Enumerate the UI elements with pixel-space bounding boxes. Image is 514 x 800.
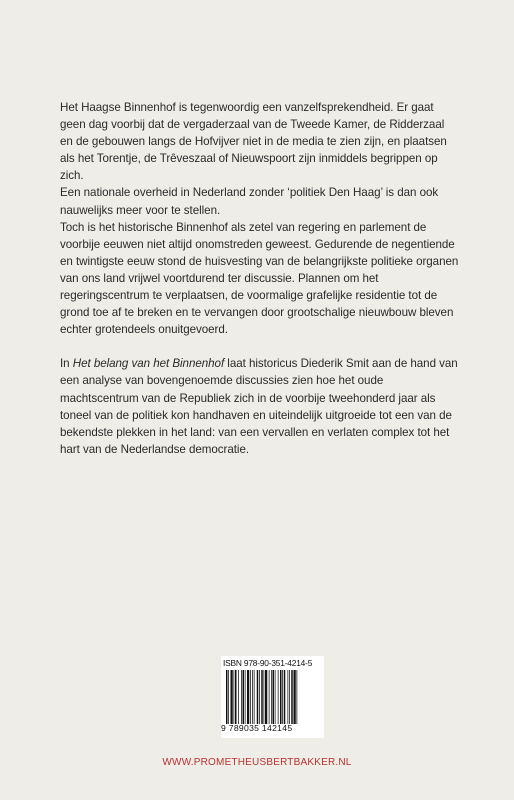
blurb-p4-rest: laat historicus Diederik Smit aan de hand van een analyse van bovengenoemde discussies zien hoe het oude machtscentrum van de Republiek zich in de voorbije tweehonderd jaar als toneel van de politiek kon handhaven en uiteindelijk uitgroeide tot een van de bekendste plekken in het land: van een vervallen en verlaten complex tot het hart van de Nederlandse democratie. <box>60 357 458 456</box>
isbn-label: ISBN 978-90-351-4214-5 <box>223 658 313 668</box>
barcode-bars-icon <box>225 670 320 724</box>
blurb-paragraph-1: Het Haagse Binnenhof is tegenwoordig een vanzelfsprekendheid. Er gaat geen dag voorbij dat de vergaderzaal van de Tweede Kamer, de Ridderzaal en de gebouwen langs de Hofvijver niet in de media te zien zijn, en plaatsen als het Torentje, de Trêveszaal of Nieuwspoort zijn inmiddels begrippen op zich. <box>60 101 447 183</box>
isbn-barcode <box>221 656 324 738</box>
blurb-paragraph-3: Toch is het historische Binnenhof als zetel van regering en parlement de voorbije eeuwen niet altijd onomstreden geweest. Gedurende de negentiende en twintigste eeuw stond de huisvesting van de belangrijkste politieke organen van ons land vrijwel voortdurend ter discussie. Plannen om het regeringscentrum te verplaatsen, de voormalige grafelijke residentie tot de grond toe af te breken en te vervangen door grootschalige nieuwbouw bleven echter grotendeels onuitgevoerd. <box>60 220 459 337</box>
blurb-paragraph-2: Een nationale overheid in Nederland zonder ‘politiek Den Haag’ is dan ook nauwelijks meer voor te stellen. <box>60 186 439 217</box>
blurb-text <box>60 99 460 458</box>
barcode-digits: 9 789035 142145 <box>221 723 293 733</box>
publisher-url: WWW.PROMETHEUSBERTBAKKER.NL <box>162 757 352 768</box>
blurb-paragraph-4 <box>60 355 460 458</box>
blurb-p4-start: In <box>60 357 73 371</box>
book-title-italic: Het belang van het Binnenhof <box>72 357 225 371</box>
